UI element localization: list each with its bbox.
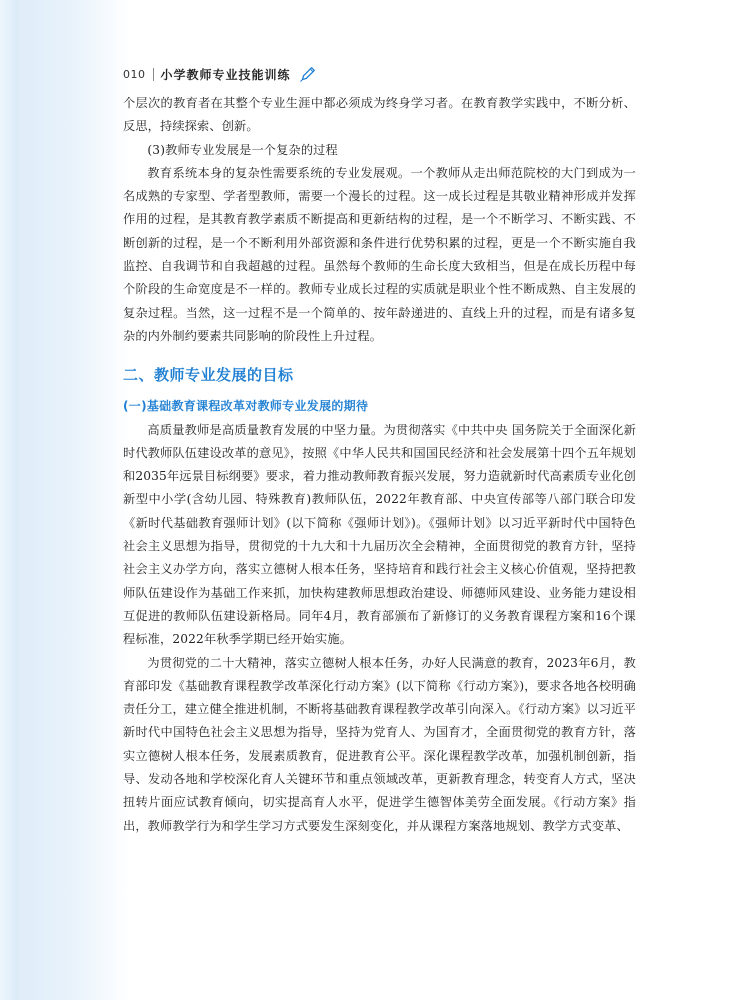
paragraph-continuation: 个层次的教育者在其整个专业生涯中都必须成为终身学习者。在教育教学实践中，不断分析、反思，持续探索、创新。 <box>123 96 636 134</box>
point-heading: (3)教师专业发展是一个复杂的过程 <box>147 142 338 157</box>
pencil-icon <box>299 65 317 83</box>
page-content <box>123 62 636 838</box>
paragraph-quality-teachers: 高质量教师是高质量教育发展的中坚力量。为贯彻落实《中共中央 国务院关于全面深化新时代教师队伍建设改革的意见》，按照《中华人民共和国国民经济和社会发展第十四个五年规划和2035年远景目标纲要》要求，着力推动教师教育振兴发展，努力造就新时代高素质专业化创新型中小学(含幼儿园、特殊教育)教师队伍，2022年教育部、中央宣传部等八部门联合印发《新时代基础教育强师计划》(以下简称《强师计划》)。《强师计划》以习近平新时代中国特色社会主义思想为指导，贯彻党的十九大和十九届历次全会精神，全面贯彻党的教育方针，坚持社会主义办学方向，落实立德树人根本任务，坚持培育和践行社会主义核心价值观，坚持把教师队伍建设作为基础工作来抓，加快构建教师思想政治建设、师德师风建设、业务能力建设相互促进的教师队伍建设新格局。同年4月，教育部颁布了新修订的义务教育课程方案和16个课程标准，2022年秋季学期已经开始实施。 <box>123 422 636 647</box>
paragraph-action-plan: 为贯彻党的二十大精神，落实立德树人根本任务，办好人民满意的教育，2023年6月，教育部印发《基础教育课程教学改革深化行动方案》(以下简称《行动方案》)，要求各地各校明确责任分工，建立健全推进机制，不断将基础教育课程教学改革引向深入。《行动方案》以习近平新时代中国特色社会主义思想为指导，坚持为党育人、为国育才，全面贯彻党的教育方针，落实立德树人根本任务，发展素质教育，促进教育公平。深化课程教学改革，加强机制创新，指导、发动各地和学校深化育人关键环节和重点领域改革，更新教育理念，转变育人方式，坚决扭转片面应试教育倾向，切实提高育人水平，促进学生德智体美劳全面发展。《行动方案》指出，教师教学行为和学生学习方式要发生深刻变化，并从课程方案落地规划、教学方式变革、 <box>123 655 636 833</box>
paragraph-complex-process: 教育系统本身的复杂性需要系统的专业发展观。一个教师从走出师范院校的大门到成为一名成熟的专家型、学者型教师，需要一个漫长的过程。这一成长过程是其敬业精神形成并发挥作用的过程，是其教育教学素质不断提高和更新结构的过程，是一个不断学习、不断实践、不断创新的过程，是一个不断利用外部资源和条件进行优势积累的过程，更是一个不断实施自我监控、自我调节和自我超越的过程。虽然每个教师的生命长度大致相当，但是在成长历程中每个阶段的生命宽度是不一样的。教师专业成长过程的实质就是职业个性不断成熟、自主发展的复杂过程。当然，这一过程不是一个简单的、按年龄递进的、直线上升的过程，而是有诸多复杂的内外制约要素共同影响的阶段性上升过程。 <box>123 165 636 343</box>
running-header <box>123 62 636 86</box>
section-heading: 二、教师专业发展的目标 <box>123 366 294 385</box>
subsection-heading: (一)基础教育课程改革对教师专业发展的期待 <box>123 399 369 414</box>
book-title: 小学教师专业技能训练 <box>160 67 291 82</box>
body-text <box>123 92 636 838</box>
page-margin-band <box>0 0 130 1000</box>
page-number: 010 <box>123 67 146 81</box>
header-divider <box>153 68 154 81</box>
